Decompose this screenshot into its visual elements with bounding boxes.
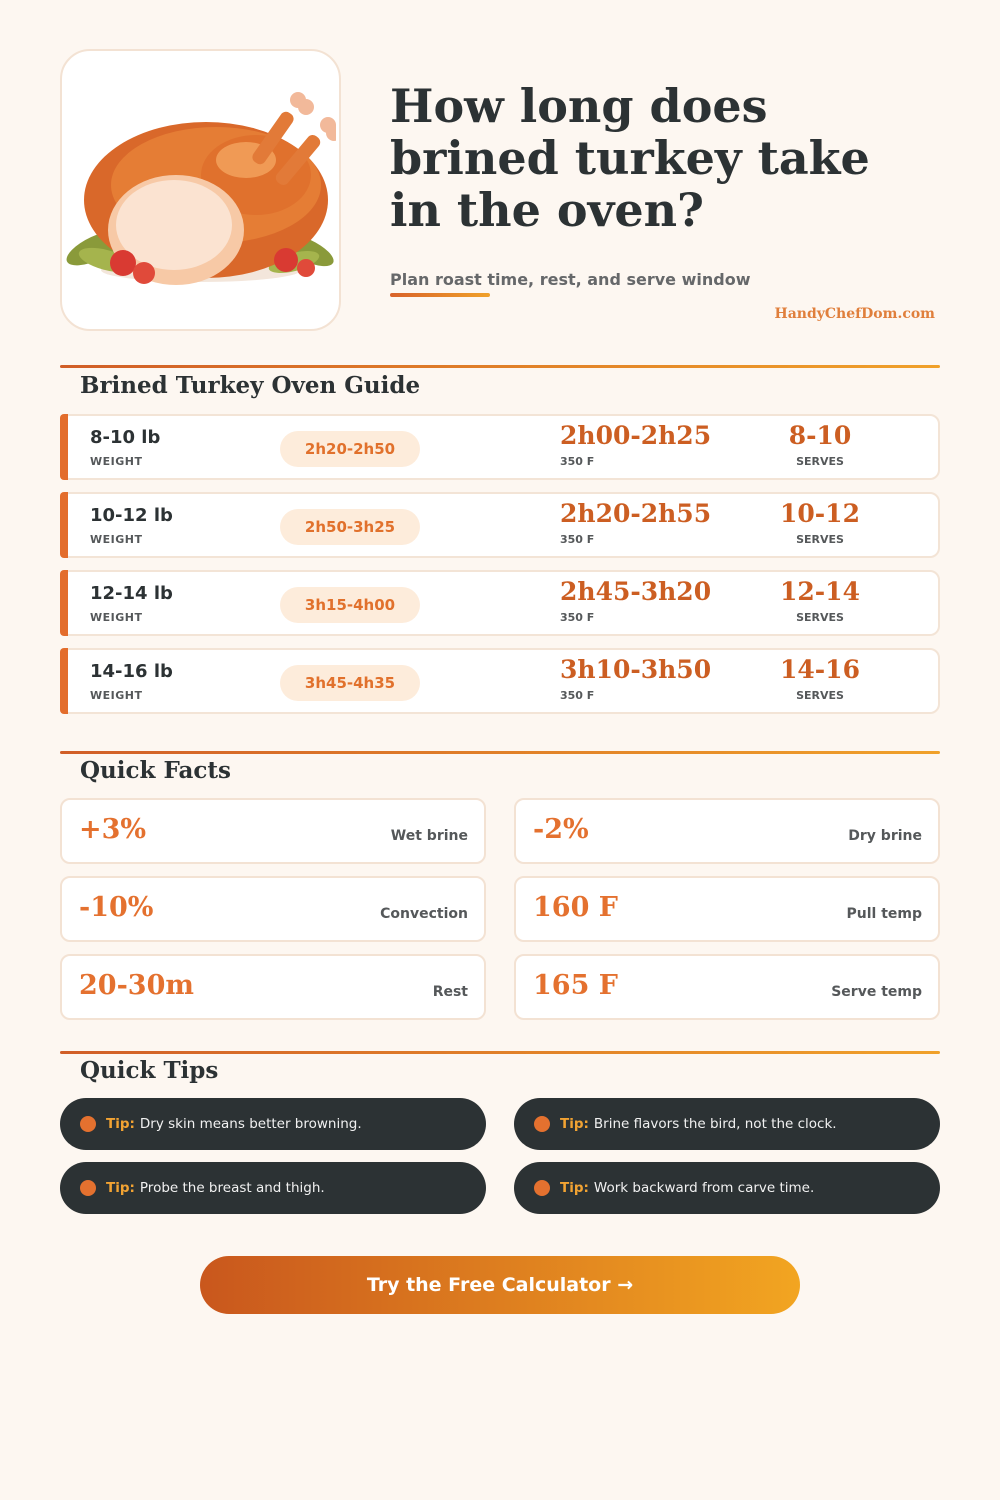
tip-text: Work backward from carve time. xyxy=(593,1180,815,1196)
fact-value: +3% xyxy=(79,814,147,845)
tip-label: Tip: xyxy=(106,1180,135,1196)
tip-pill xyxy=(60,1162,486,1214)
tip-pill xyxy=(514,1162,940,1214)
roast-time-value: 3h10-3h50 xyxy=(560,655,712,684)
title-line: How long does xyxy=(390,79,768,133)
fact-card xyxy=(514,876,940,942)
guide-row xyxy=(60,570,940,636)
fact-card xyxy=(60,876,486,942)
serves-label: SERVES xyxy=(796,689,844,702)
tip-label: Tip: xyxy=(560,1180,589,1196)
fact-label: Serve temp xyxy=(831,984,922,1000)
row-accent xyxy=(60,570,68,636)
fact-label: Pull temp xyxy=(846,906,922,922)
weight-value: 14-16 lb xyxy=(90,661,173,682)
fact-label: Rest xyxy=(432,984,468,1000)
roast-time-value: 2h20-2h55 xyxy=(560,499,712,528)
guide-row xyxy=(60,648,940,714)
fact-value: 20-30m xyxy=(79,970,194,1001)
guide-section-title: Brined Turkey Oven Guide xyxy=(80,372,421,399)
roast-turkey-icon xyxy=(66,80,336,300)
section-divider xyxy=(60,365,940,368)
tip-pill xyxy=(514,1098,940,1150)
tip-pill xyxy=(60,1098,486,1150)
subtitle-underline xyxy=(390,293,490,297)
section-divider xyxy=(60,1051,940,1054)
section-divider xyxy=(60,751,940,754)
tip-text: Brine flavors the bird, not the clock. xyxy=(593,1116,837,1132)
weight-value: 10-12 lb xyxy=(90,505,173,526)
weight-value: 12-14 lb xyxy=(90,583,173,604)
row-accent xyxy=(60,648,68,714)
time-range-pill: 2h20-2h50 xyxy=(280,431,420,467)
fact-card xyxy=(60,954,486,1020)
tips-section-title: Quick Tips xyxy=(80,1057,219,1084)
tip-label: Tip: xyxy=(106,1116,135,1132)
time-range-pill: 3h45-4h35 xyxy=(280,665,420,701)
bullet-dot-icon xyxy=(80,1116,96,1132)
fact-value: -10% xyxy=(79,892,154,923)
weight-label: WEIGHT xyxy=(90,689,143,702)
temperature-label: 350 F xyxy=(560,455,595,468)
free-calculator-button[interactable]: Try the Free Calculator → xyxy=(200,1256,800,1314)
fact-label: Wet brine xyxy=(390,828,468,844)
fact-card xyxy=(514,954,940,1020)
serves-value: 12-14 xyxy=(780,577,860,606)
serves-value: 10-12 xyxy=(780,499,860,528)
fact-card xyxy=(60,798,486,864)
fact-value: -2% xyxy=(533,814,589,845)
title-line: brined turkey take xyxy=(390,131,870,185)
fact-label: Convection xyxy=(380,906,468,922)
time-range-pill: 3h15-4h00 xyxy=(280,587,420,623)
serves-value: 14-16 xyxy=(780,655,860,684)
facts-section-title: Quick Facts xyxy=(80,757,231,784)
fact-label: Dry brine xyxy=(848,828,922,844)
fact-value: 165 F xyxy=(533,970,618,1001)
time-range-pill: 2h50-3h25 xyxy=(280,509,420,545)
bullet-dot-icon xyxy=(534,1180,550,1196)
brand-link[interactable]: HandyChefDom.com xyxy=(774,306,935,322)
guide-row xyxy=(60,492,940,558)
row-accent xyxy=(60,492,68,558)
row-accent xyxy=(60,414,68,480)
tip-text: Probe the breast and thigh. xyxy=(139,1180,325,1196)
page-subtitle: Plan roast time, rest, and serve window xyxy=(390,270,751,289)
roast-time-value: 2h45-3h20 xyxy=(560,577,712,606)
serves-label: SERVES xyxy=(796,455,844,468)
tip-text: Dry skin means better browning. xyxy=(139,1116,362,1132)
hero-image-card xyxy=(60,49,341,331)
bullet-dot-icon xyxy=(534,1116,550,1132)
weight-value: 8-10 lb xyxy=(90,427,161,448)
fact-card xyxy=(514,798,940,864)
fact-value: 160 F xyxy=(533,892,618,923)
guide-row xyxy=(60,414,940,480)
weight-label: WEIGHT xyxy=(90,533,143,546)
weight-label: WEIGHT xyxy=(90,455,143,468)
serves-value: 8-10 xyxy=(788,421,852,450)
temperature-label: 350 F xyxy=(560,611,595,624)
serves-label: SERVES xyxy=(796,611,844,624)
weight-label: WEIGHT xyxy=(90,611,143,624)
temperature-label: 350 F xyxy=(560,689,595,702)
bullet-dot-icon xyxy=(80,1180,96,1196)
temperature-label: 350 F xyxy=(560,533,595,546)
roast-time-value: 2h00-2h25 xyxy=(560,421,712,450)
page-title xyxy=(390,80,950,236)
tip-label: Tip: xyxy=(560,1116,589,1132)
title-line: in the oven? xyxy=(390,183,704,237)
serves-label: SERVES xyxy=(796,533,844,546)
